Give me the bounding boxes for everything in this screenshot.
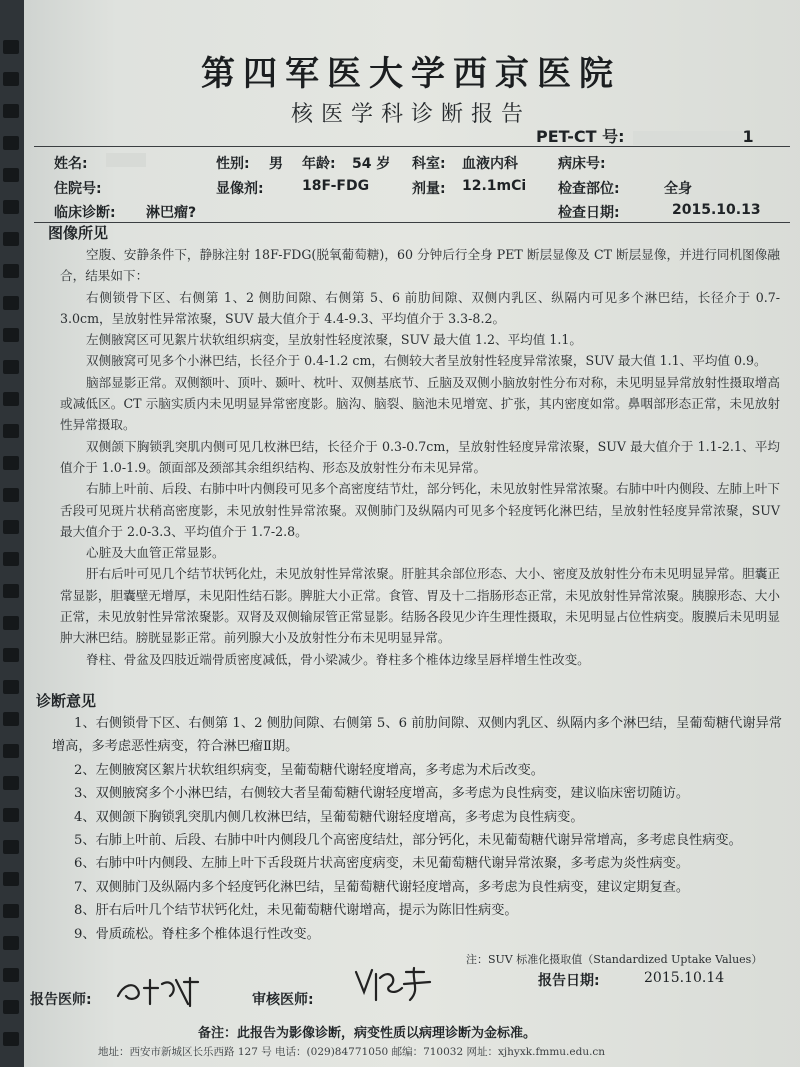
header-rule-bottom	[34, 222, 790, 223]
hospital-name: 第四军医大学西京医院	[201, 54, 621, 94]
dose-value: 12.1mCi	[462, 178, 527, 194]
opinion-item: 6、右肺中叶内侧段、左肺上叶下舌段斑片状高密度病变，未见葡萄糖代谢异常浓聚，多考虑为炎性病变。	[74, 856, 690, 872]
bed-label: 病床号:	[558, 156, 606, 172]
reviewer-signature	[350, 962, 450, 1006]
diagnosis-value: 淋巴瘤?	[146, 205, 197, 221]
agent-label: 显像剂:	[216, 181, 264, 197]
opinion-item: 3、双侧腋窝多个小淋巴结，右侧较大者呈葡萄糖代谢轻度增高，多考虑为良性病变，建议临床密切随访。	[74, 786, 690, 802]
opinion-item: 2、左侧腋窝区絮片状软组织病变，呈葡萄糖代谢轻度增高，多考虑为术后改变。	[74, 762, 544, 778]
age-label: 年龄:	[302, 156, 336, 172]
exam-date-value: 2015.10.13	[672, 202, 761, 218]
opinion-title: 诊断意见	[36, 692, 97, 710]
site-label: 检查部位:	[558, 181, 620, 197]
finding-paragraph: 双侧腋窝可见多个小淋巴结，长径介于 0.4-1.2 cm，右侧较大者呈放射性轻度异常浓聚，SUV 最大值 1.1、平均值 0.9。	[86, 353, 767, 369]
finding-paragraph: 脊柱、骨盆及四肢近端骨质密度减低，骨小梁减少。脊柱多个椎体边缘呈唇样增生性改变。	[86, 651, 590, 667]
reviewer-label: 审核医师:	[252, 992, 314, 1008]
report-date-label: 报告日期:	[538, 973, 600, 989]
suv-note: 注：SUV 标准化摄取值（Standardized Uptake Values）	[466, 953, 763, 966]
opinion-item: 5、右肺上叶前、后段、右肺中叶内侧段几个高密度结灶，部分钙化，未见葡萄糖代谢异常增高，多考虑良性病变。	[74, 833, 742, 849]
petct-number	[536, 124, 754, 147]
address-line: 地址：西安市新城区长乐西路 127 号 电话：(029)84771050 邮编：710032 网址：xjhyxk.fmmu.edu.cn	[98, 1046, 606, 1058]
gender-label: 性别:	[216, 156, 250, 172]
opinion-body	[52, 712, 782, 946]
agent-value: 18F-FDG	[302, 178, 370, 194]
finding-paragraph: 脑部显影正常。双侧额叶、顶叶、颞叶、枕叶、双侧基底节、丘脑及双侧小脑放射性分布对称，未见明显异常放射性摄取增高或减低区。CT 示脑实质内未见明显异常密度影。脑沟、脑裂、脑池未见增宽、扩张，其内密度如常。鼻咽部形态正常，未见放射性异常摄取。	[60, 374, 780, 433]
opinion-item: 4、双侧颌下胸锁乳突肌内侧几枚淋巴结，呈葡萄糖代谢轻度增高，多考虑为良性病变。	[74, 809, 584, 825]
petct-number-suffix: 1	[742, 127, 754, 146]
spiral-binding	[0, 0, 24, 1067]
finding-paragraph: 心脏及大血管正常显影。	[86, 545, 225, 561]
finding-paragraph: 双侧颌下胸锁乳突肌内侧可见几枚淋巴结，长径介于 0.3-0.7cm，呈放射性轻度异常浓聚，SUV 最大值介于 1.1-2.1、平均值介于 1.0-1.9。颌面部及颈部其余组织结构、形态及放射性分布未见异常。	[60, 438, 780, 475]
finding-paragraph: 右肺上叶前、后段、右肺中叶内侧段可见多个高密度结节灶，部分钙化，未见放射性异常浓聚。右肺中叶内侧段、左肺上叶下舌段可见斑片状稍高密度影，未见放射性异常浓聚。双侧肺门及纵隔内可见多个轻度钙化淋巴结，呈放射性轻度异常浓聚，SUV 最大值介于 2.0-3.3、平均值介于 1.7-2.8。	[60, 481, 780, 539]
report-date-value: 2015.10.14	[644, 970, 725, 986]
finding-paragraph: 空腹、安静条件下，静脉注射 18F-FDG(脱氧葡萄糖)，60 分钟后行全身 PET 断层显像及 CT 断层显像，并进行同机图像融合，结果如下：	[60, 247, 780, 284]
finding-paragraph: 肝右后叶可见几个结节状钙化灶，未见放射性异常浓聚。肝脏其余部位形态、大小、密度及放射性分布未见明显异常。胆囊正常显影，胆囊壁无增厚，未见阳性结石影。脾脏大小正常。食管、胃及十二指肠形态正常，未见放射性异常浓聚。胰腺形态、大小正常，未见放射性异常浓聚影。双肾及双侧输尿管正常显影。结肠各段见少许生理性摄取，未见明显占位性病变。腹膜后未见明显肿大淋巴结。膀胱显影正常。前列腺大小及放射性分布未见明显异常。	[60, 566, 780, 646]
name-label: 姓名:	[54, 156, 88, 172]
inpatient-label: 住院号:	[54, 181, 102, 197]
opinion-item: 9、骨质疏松。脊柱多个椎体退行性改变。	[74, 926, 320, 942]
remark: 备注：此报告为影像诊断，病变性质以病理诊断为金标准。	[198, 1026, 537, 1041]
report-title: 核医学科诊断报告	[290, 102, 531, 127]
findings-title: 图像所见	[48, 224, 109, 242]
dept-label: 科室:	[412, 156, 446, 172]
redacted-petct	[633, 131, 743, 145]
age-value: 54 岁	[352, 156, 391, 172]
reporter-signature	[114, 970, 214, 1010]
finding-paragraph: 右侧锁骨下区、右侧第 1、2 侧肋间隙、右侧第 5、6 前肋间隙、双侧内乳区、纵隔内可见多个淋巴结，长径介于 0.7-3.0cm，呈放射性异常浓聚，SUV 最大值介于 4.4-9.3、平均值介于 3.3-8.2。	[60, 289, 780, 326]
opinion-item: 8、肝右后叶几个结节状钙化灶，未见葡萄糖代谢增高，提示为陈旧性病变。	[74, 903, 518, 919]
site-value: 全身	[664, 181, 692, 197]
opinion-item: 7、双侧肺门及纵隔内多个轻度钙化淋巴结，呈葡萄糖代谢轻度增高，多考虑为良性病变，建议定期复查。	[74, 879, 690, 895]
dose-label: 剂量:	[412, 181, 446, 197]
diagnosis-label: 临床诊断:	[54, 205, 116, 221]
findings-body	[60, 244, 780, 670]
finding-paragraph: 左侧腋窝区可见絮片状软组织病变，呈放射性轻度浓聚，SUV 最大值 1.2、平均值 1.1。	[86, 332, 582, 348]
exam-date-label: 检查日期:	[558, 205, 620, 221]
gender-value: 男	[269, 156, 283, 172]
petct-label: PET-CT 号:	[536, 127, 625, 146]
reporter-label: 报告医师:	[30, 992, 92, 1008]
header-rule-top	[34, 146, 790, 147]
dept-value: 血液内科	[462, 156, 518, 172]
opinion-item: 1、右侧锁骨下区、右侧第 1、2 侧肋间隙、右侧第 5、6 前肋间隙、双侧内乳区、纵隔内多个淋巴结，呈葡萄糖代谢异常增高，多考虑恶性病变，符合淋巴瘤Ⅱ期。	[52, 716, 782, 755]
redacted-name	[106, 153, 146, 167]
